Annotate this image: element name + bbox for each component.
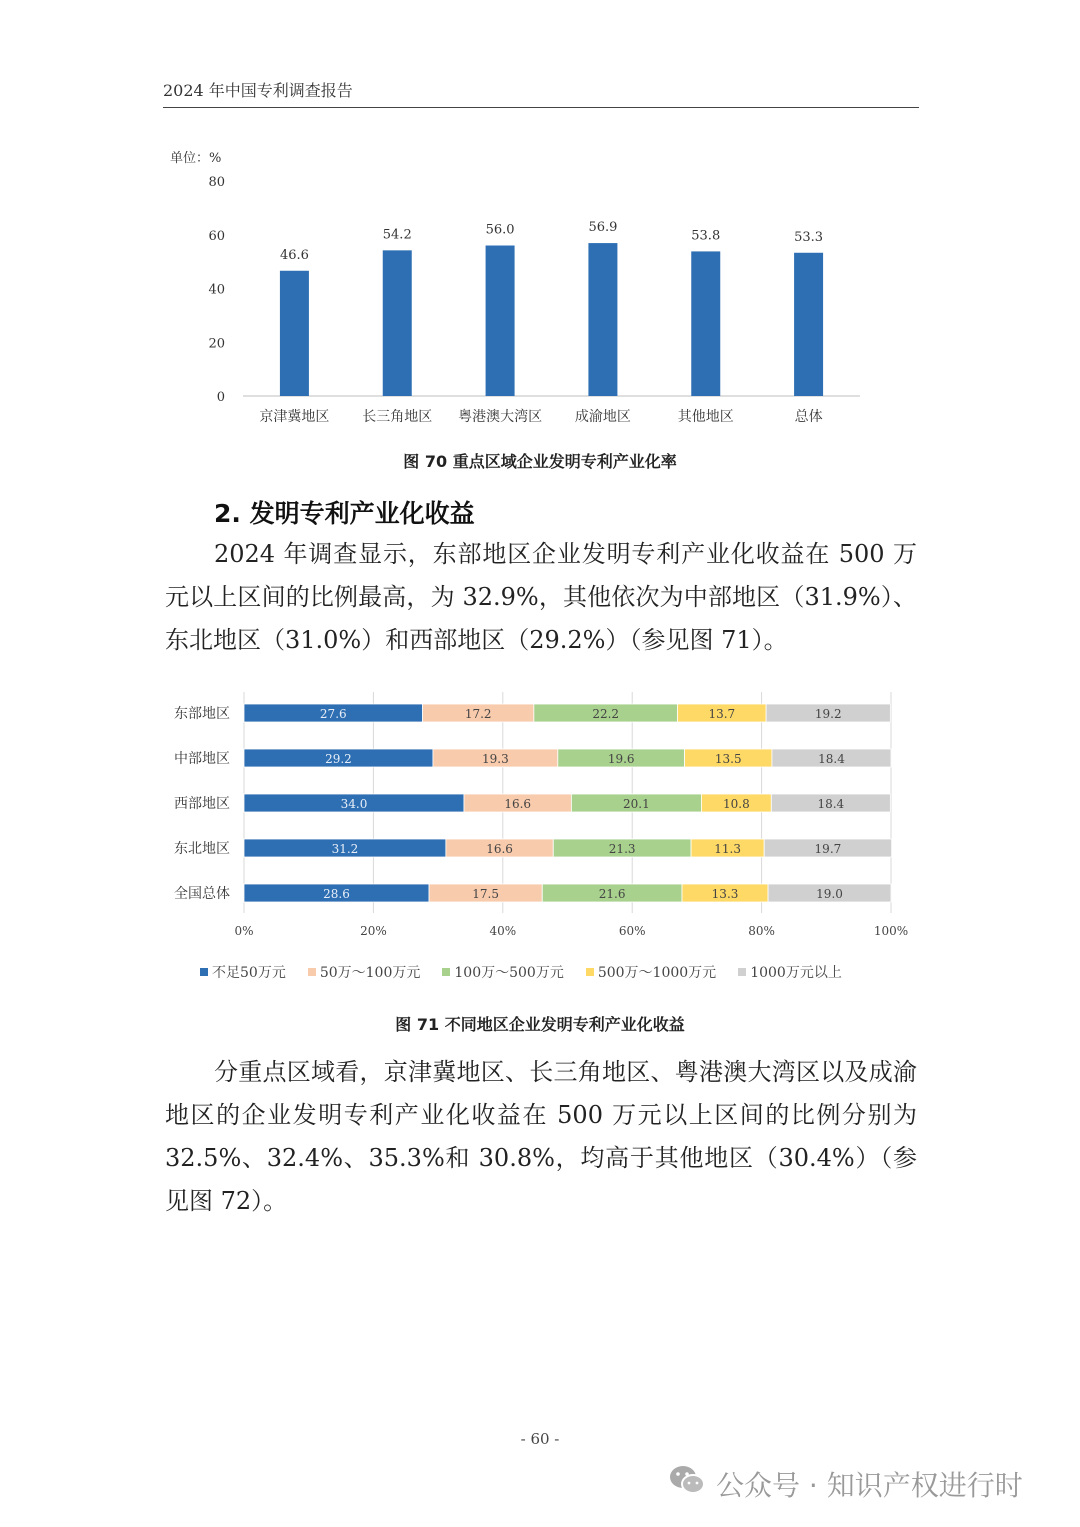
chart2-category-label: 全国总体 <box>174 886 230 902</box>
chart2-legend-item <box>586 962 716 982</box>
chart2-data-label: 28.6 <box>323 887 350 901</box>
chart1-unit-label: 单位：% <box>170 151 222 166</box>
chart2-xtick-label: 100% <box>873 924 909 938</box>
chart1-bar <box>588 243 617 396</box>
chart2-data-label: 18.4 <box>817 797 845 811</box>
chart2-data-label: 34.0 <box>340 797 368 811</box>
chart2-legend-label: 100万～500万元 <box>454 965 564 981</box>
chart1-data-label: 54.2 <box>382 227 412 243</box>
chart1-ytick-label: 60 <box>208 228 225 244</box>
chart2-category-label: 中部地区 <box>174 751 230 767</box>
chart1-category-label: 京津冀地区 <box>259 409 330 425</box>
chart1-category-label: 总体 <box>794 409 823 425</box>
chart2-data-label: 16.6 <box>486 842 513 856</box>
paragraph-2: 分重点区域看，京津冀地区、长三角地区、粤港澳大湾区以及成渝地区的企业发明专利产业化收益在 500 万元以上区间的比例分别为 32.5%、32.4%、35.3%和 30.8%，均高于其他地区（30.4%）（参见图 72）。 <box>165 1058 917 1215</box>
chart2-legend-item <box>738 962 842 982</box>
wechat-icon <box>668 1463 706 1504</box>
chart2-data-label: 13.7 <box>708 707 736 721</box>
chart2-data-label: 11.3 <box>714 842 741 856</box>
chart1-bar <box>383 250 412 396</box>
chart1-data-label: 46.6 <box>279 247 309 263</box>
chart2-legend-label: 1000万元以上 <box>750 965 842 981</box>
chart1-ytick-label: 20 <box>208 336 225 352</box>
chart2-data-label: 18.4 <box>818 752 845 766</box>
chart2-data-label: 17.5 <box>472 887 500 901</box>
chart2-data-label: 13.3 <box>711 887 739 901</box>
chart2-stacked-bar-chart <box>0 690 1080 950</box>
chart2-legend-swatch <box>200 968 208 976</box>
section-title: 2. 发明专利产业化收益 <box>214 499 475 528</box>
chart2-legend-item <box>308 962 421 982</box>
chart2-caption: 图 71 不同地区企业发明专利产业化收益 <box>395 1015 685 1034</box>
chart2-xtick-label: 60% <box>618 924 646 938</box>
chart2-legend-label: 不足50万元 <box>212 965 286 981</box>
chart2-legend-swatch <box>586 968 594 976</box>
chart2-data-label: 19.0 <box>816 887 843 901</box>
paragraph-1: 2024 年调查显示，东部地区企业发明专利产业化收益在 500 万元以上区间的比例最高，为 32.9%，其他依次为中部地区（31.9%）、东北地区（31.0%）和西部地区（29.2%）（参见图 71）。 <box>165 540 917 654</box>
chart2-data-label: 20.1 <box>623 797 650 811</box>
chart1-bar <box>691 251 720 396</box>
chart2-category-label: 东北地区 <box>174 841 230 857</box>
chart1-caption: 图 70 重点区域企业发明专利产业化率 <box>403 452 677 471</box>
chart1-ytick-label: 0 <box>216 390 225 405</box>
chart2-data-label: 27.6 <box>319 707 347 721</box>
chart2-category-label: 西部地区 <box>174 796 230 812</box>
chart1-bar <box>794 253 823 396</box>
chart1-data-label: 56.9 <box>588 220 618 236</box>
chart2-xtick-label: 20% <box>360 924 387 938</box>
chart2-xtick-label: 40% <box>489 924 517 938</box>
chart2-legend-label: 500万～1000万元 <box>597 965 717 981</box>
chart2-legend-label: 50万～100万元 <box>319 965 421 981</box>
chart2-data-label: 31.2 <box>331 842 359 856</box>
chart1-data-label: 53.3 <box>794 229 824 245</box>
chart1-data-label: 56.0 <box>485 222 515 238</box>
chart2-data-label: 19.6 <box>607 752 635 766</box>
chart2-data-label: 16.6 <box>504 797 532 811</box>
chart2-legend <box>200 962 900 982</box>
chart2-xtick-label: 0% <box>234 924 254 938</box>
page-number: - 60 - <box>520 1430 560 1448</box>
watermark <box>668 1463 1023 1504</box>
chart2-xtick-label: 80% <box>748 924 775 938</box>
chart1-category-label: 成渝地区 <box>574 409 631 425</box>
chart2-data-label: 21.6 <box>598 887 626 901</box>
chart2-data-label: 13.5 <box>714 752 742 766</box>
chart2-legend-swatch <box>738 968 746 976</box>
chart1-category-label: 粤港澳大湾区 <box>458 409 543 425</box>
watermark-text: 公众号 · 知识产权进行时 <box>716 1468 1023 1502</box>
chart2-legend-swatch <box>442 968 450 976</box>
chart2-data-label: 19.3 <box>482 752 509 766</box>
chart1-category-label: 长三角地区 <box>362 409 433 425</box>
chart1-bar <box>280 271 309 396</box>
chart2-data-label: 29.2 <box>325 752 352 766</box>
chart2-category-label: 东部地区 <box>174 706 230 722</box>
chart1-category-label: 其他地区 <box>677 409 734 425</box>
page-header: 2024 年中国专利调查报告 <box>163 78 919 108</box>
chart2-data-label: 21.3 <box>608 842 636 856</box>
chart2-data-label: 10.8 <box>723 797 750 811</box>
chart1-ytick-label: 40 <box>208 282 225 298</box>
chart2-data-label: 22.2 <box>592 707 620 721</box>
chart1-ytick-label: 80 <box>208 175 225 190</box>
chart2-legend-item <box>442 962 563 982</box>
chart1-bar <box>486 246 515 397</box>
chart2-legend-swatch <box>308 968 316 976</box>
chart1-bar-chart <box>0 0 1080 440</box>
chart2-legend-item <box>200 962 286 982</box>
chart2-data-label: 19.2 <box>814 707 842 721</box>
chart2-data-label: 17.2 <box>464 707 492 721</box>
chart2-data-label: 19.7 <box>814 842 842 856</box>
chart1-data-label: 53.8 <box>691 228 721 244</box>
